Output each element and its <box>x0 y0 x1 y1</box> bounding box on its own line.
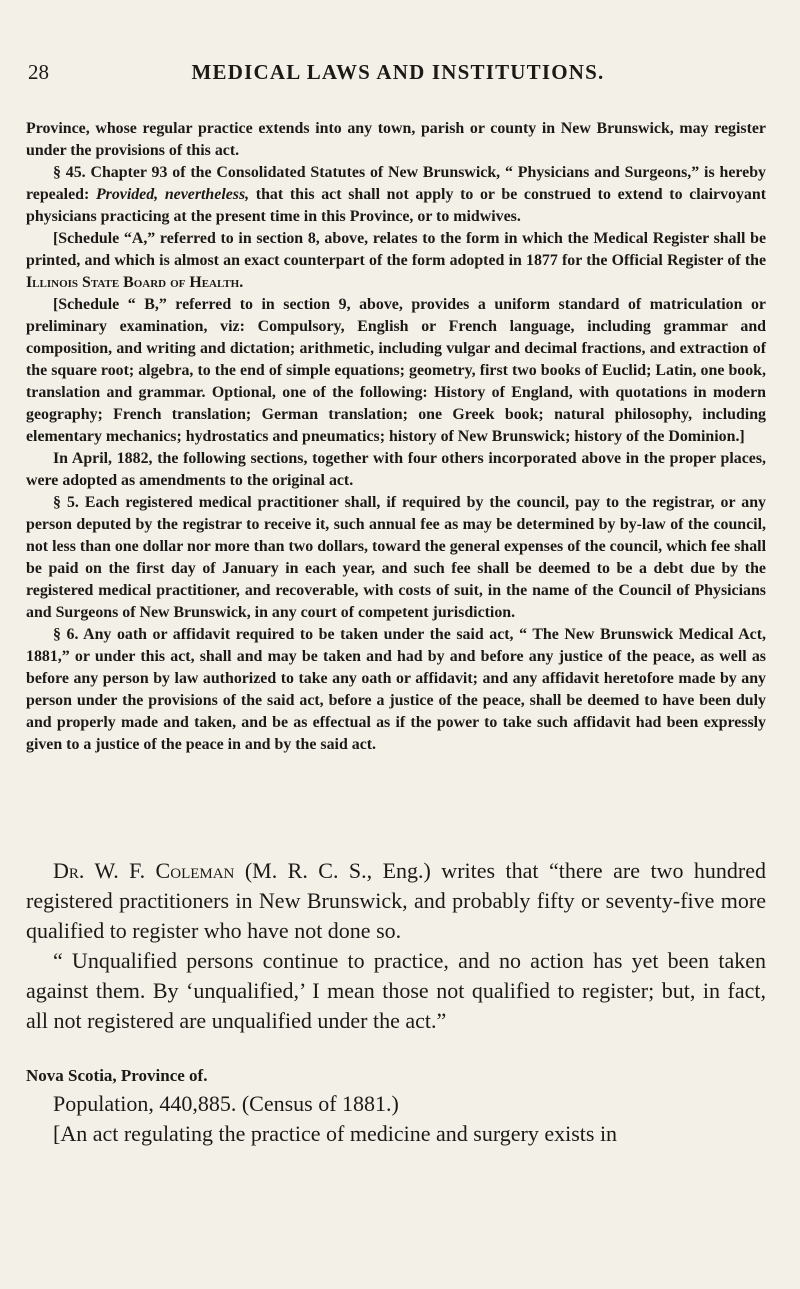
coleman-text: (M. R. C. S., Eng.) writes that “there are two hundred registered practitioners in New Brunswick, and probably fifty or seventy-five more qualified to register who have not done so. <box>26 858 766 943</box>
paragraph-population: Population, 440,885. (Census of 1881.) <box>53 1091 399 1116</box>
paragraph-section-45 <box>26 162 766 228</box>
paragraph-section-6: § 6. Any oath or affidavit required to be taken under the said act, “ The New Brunswick Medical Act, 1881,” or under this act, shall and may be taken and had by and before any justice of the peace, as well as before any person by law authorized to take any oath or affidavit; and any affidavit heretofore made by any person under the provisions of the said act, before a justice of the peace, shall be deemed to have been duly and properly made and taken, and be as effectual as if the power to take such affidavit had been expressly given to a justice of the peace in and by the said act. <box>26 626 766 753</box>
page-number: 28 <box>28 60 49 84</box>
paragraph-province-continuation: Province, whose regular practice extends into any town, parish or county in New Brunswick, may register under the provisions of this act. <box>26 120 766 159</box>
coleman-name: Dr. W. F. Coleman <box>53 858 235 883</box>
schedule-a-text: [Schedule “A,” referred to in section 8, above, relates to the form in which the Medical Register shall be printed, and which is almost an exact counterpart of the form adopted in 1877 for the Official Register of the <box>26 230 766 269</box>
paragraph-schedule-b: [Schedule “ B,” referred to in section 9, above, provides a uniform standard of matriculation or preliminary examination, viz: Compulsory, English or French language, including grammar and composition, and writing and dictation; arithmetic, including vulgar and decimal fractions, and extraction of the square root; algebra, to the end of simple equations; geometry, first two books of Euclid; Latin, one book, translation and grammar. Optional, one of the following: History of England, with quotations in modern geography; French translation; German translation; one Greek book; natural philosophy, including elementary mechanics; hydrostatics and pneumatics; history of New Brunswick; history of the Dominion.] <box>26 296 766 445</box>
section-45-text-a: § 45. Chapter 93 of the Consolidated Statutes of New Brunswick, “ Physicians and Surgeons,” is hereby repealed: <box>26 164 766 203</box>
paragraph-schedule-a <box>26 228 766 294</box>
schedule-a-board-name: Illinois State Board of Health. <box>26 274 244 291</box>
paragraph-section-5: § 5. Each registered medical practitioner shall, if required by the council, pay to the registrar, or any person deputed by the registrar to receive it, such annual fee as may be determined by by-law of the council, not less than one dollar nor more than two dollars, toward the general expenses of the council, which fee shall be paid on the first day of January in each year, and such fee shall be deemed to be a debt due by the registered medical practitioner, and recoverable, with costs of suit, in the name of the Council of Physicians and Surgeons of New Brunswick, in any court of competent jurisdiction. <box>26 494 766 621</box>
page-header <box>28 60 768 90</box>
paragraph-act-regulating: [An act regulating the practice of medicine and surgery exists in <box>53 1121 618 1146</box>
paragraph-coleman <box>26 856 766 946</box>
running-title: MEDICAL LAWS AND INSTITUTIONS. <box>191 60 605 84</box>
section-heading-nova-scotia: Nova Scotia, Province of. <box>26 1066 208 1085</box>
paragraph-amendments-1882: In April, 1882, the following sections, together with four others incorporated above in the proper places, were adopted as amendments to the original act. <box>26 450 766 489</box>
coleman-quote-block <box>26 856 766 1036</box>
section-45-proviso: Provided, nevertheless, <box>95 186 250 203</box>
paragraph-unqualified: “ Unqualified persons continue to practice, and no action has yet been taken against them. By ‘unqualified,’ I mean those not qualified to register; but, in fact, all not registered are unqualified under the act.” <box>26 948 766 1033</box>
statute-text-block <box>26 118 766 756</box>
nova-scotia-block <box>26 1089 766 1149</box>
section-45-text-c: that this act shall not apply to or be construed to extend to clairvoyant physicians practicing at the present time in this Province, or to midwives. <box>26 186 766 225</box>
